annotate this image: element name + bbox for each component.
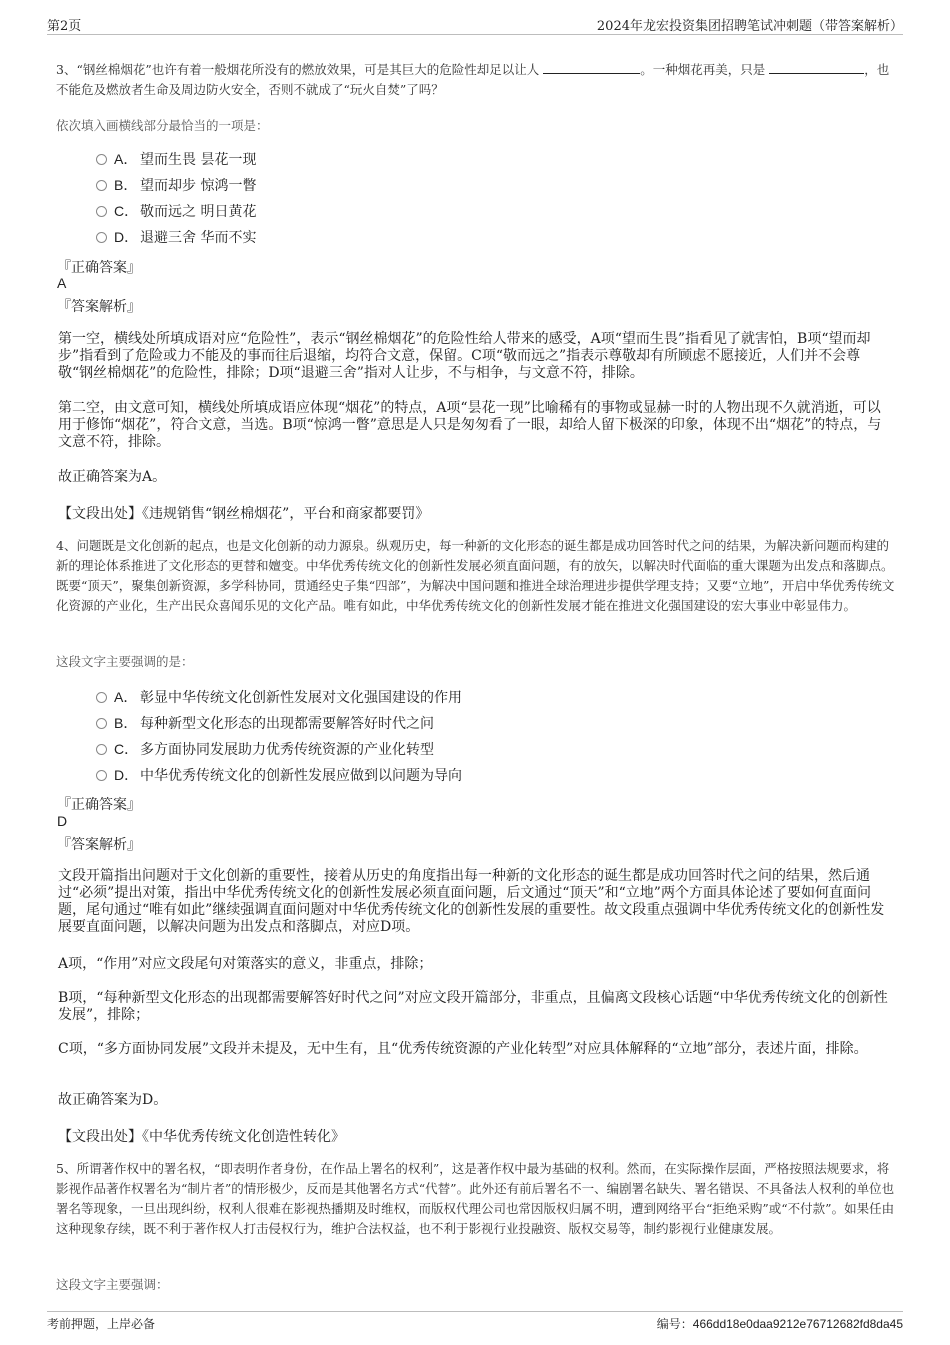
question-3-text-part-a: 3、“钢丝棉烟花”也许有着一般烟花所没有的燃放效果，可是其巨大的危险性却足以让人 bbox=[56, 62, 540, 77]
question-4-source: 【文段出处】《中华优秀传统文化创造性转化》 bbox=[58, 1129, 345, 1145]
radio-icon[interactable] bbox=[96, 692, 107, 703]
document-id: 编号：466dd18e0daa9212e76712682fd8da45 bbox=[656, 1317, 903, 1331]
question-4-analysis-para-5: 故正确答案为D。 bbox=[58, 1092, 168, 1108]
question-4-option-c[interactable]: C． 多方面协同发展助力优秀传统资源的产业化转型 bbox=[96, 739, 434, 759]
question-3-option-c[interactable]: C． 敬而远之 明日黄花 bbox=[96, 201, 256, 221]
question-4-option-d[interactable]: D． 中华优秀传统文化的创新性发展应做到以问题为导向 bbox=[96, 765, 462, 785]
page-footer bbox=[47, 1311, 903, 1334]
question-4-analysis-label: 『答案解析』 bbox=[57, 837, 141, 853]
question-4-answer: D bbox=[57, 813, 68, 829]
radio-icon[interactable] bbox=[96, 180, 107, 191]
radio-icon[interactable] bbox=[96, 206, 107, 217]
radio-icon[interactable] bbox=[96, 718, 107, 729]
question-3-source: 【文段出处】《违规销售“钢丝棉烟花”，平台和商家都要罚》 bbox=[58, 506, 430, 522]
question-3-option-a[interactable]: A． 望而生畏 昙花一现 bbox=[96, 149, 256, 169]
question-3-answer: A bbox=[57, 275, 67, 291]
question-4-analysis-para-1: 文段开篇指出问题对于文化创新的重要性，接着从历史的角度指出每一种新的文化形态的诞生都是成功回答时代之问的结果，然后通过“必须”提出对策，指出中华优秀传统文化的创新性发展必须直面问题，后文通过“顶天”和“立地”两个方面具体论述了要如何直面问题，尾句通过“唯有如此”继续强调直面问题对中华优秀传统文化的创新性发展的重要性。故文段重点强调中华优秀传统文化的创新性发展要直面问题，以解决问题为出发点和落脚点，对应D项。 bbox=[58, 868, 885, 935]
question-4-analysis-para-2: A项，“作用”对应文段尾句对策落实的意义，非重点，排除； bbox=[58, 956, 433, 972]
fill-blank-1 bbox=[543, 61, 640, 74]
question-3-analysis-para-2: 第二空，由文意可知，横线处所填成语应体现“烟花”的特点，A项“昙花一现”比喻稀有的事物或显赫一时的人物出现不久就消逝，可以用于修饰“烟花”，符合文意，当选。B项“惊鸿一瞥”意思是人只是匆匆看了一眼，却给人留下极深的印象，体现不出“烟花”的特点，与文意不符，排除。 bbox=[58, 400, 882, 450]
page-number: 第2页 bbox=[47, 19, 82, 34]
question-3-analysis-para-3: 故正确答案为A。 bbox=[58, 469, 167, 485]
page-header bbox=[47, 12, 903, 35]
question-4-prompt: 这段文字主要强调的是： bbox=[56, 654, 194, 669]
question-5-prompt: 这段文字主要强调： bbox=[56, 1277, 169, 1292]
fill-blank-2 bbox=[769, 61, 864, 74]
question-5-text: 5、所谓著作权中的署名权，“即表明作者身份，在作品上署名的权利”，这是著作权中最为基础的权利。然而，在实际操作层面，严格按照法规要求，将影视作品著作权署名为“制片者”的情形极少，反而是其他署名方式“代替”。此外还有前后署名不一、编剧署名缺失、署名错误、不具备法人权利的单位也署名等现象，一旦出现纠纷，权利人很难在影视热播期及时维权，而版权代理公司也常因版权归属不明，遭到网络平台“拒绝采购”或“不付款”。如果任由这种现象存续，既不利于著作权人打击侵权行为，维护合法权益，也不利于影视行业投融资、版权交易等，制约影视行业健康发展。 bbox=[56, 1161, 895, 1236]
question-4-analysis-para-4: C项，“多方面协同发展”文段并未提及，无中生有，且“优秀传统资源的产业化转型”对应具体解释的“立地”部分，表述片面，排除。 bbox=[58, 1041, 868, 1057]
radio-icon[interactable] bbox=[96, 744, 107, 755]
question-4-option-b[interactable]: B． 每种新型文化形态的出现都需要解答好时代之问 bbox=[96, 713, 434, 733]
question-3-text-part-b: 。一种烟花再美，只是 bbox=[640, 62, 766, 77]
question-3-option-d[interactable]: D． 退避三舍 华而不实 bbox=[96, 227, 256, 247]
question-3-text-part-c: ，也不能危及燃放者生命及周边防火安全，否则不就成了“玩火自焚”了吗？ bbox=[56, 62, 890, 97]
question-3-analysis-para-1: 第一空，横线处所填成语对应“危险性”，表示“钢丝棉烟花”的危险性给人带来的感受，A项“望而生畏”指看见了就害怕，B项“望而却步”指看到了危险或力不能及的事而往后退缩，均符合文意，保留。C项“敬而远之”指表示尊敬却有所顾虑不愿接近，人们并不会尊敬“钢丝棉烟花”的危险性，排除；D项“退避三舍”指对人让步，不与相争，与文意不符，排除。 bbox=[58, 331, 871, 381]
question-4-analysis-para-3: B项，“每种新型文化形态的出现都需要解答好时代之问”对应文段开篇部分，非重点，且偏离文段核心话题“中华优秀传统文化的创新性发展”，排除； bbox=[58, 990, 888, 1023]
question-4-answer-label: 『正确答案』 bbox=[57, 797, 141, 813]
question-4-text: 4、问题既是文化创新的起点，也是文化创新的动力源泉。纵观历史，每一种新的文化形态的诞生都是成功回答时代之问的结果，为解决新问题而构建的新的理论体系推进了文化形态的更替和嬗变。中华优秀传统文化的创新性发展必须直面问题，有的放矢，以解决时代面临的重大课题为出发点和落脚点。既要“顶天”，聚集创新资源，多学科协同，贯通经史子集“四部”，为解决中国问题和推进全球治理进步提供学理支持；又要“立地”，开启中华优秀传统文化资源的产业化，生产出民众喜闻乐见的文化产品。唯有如此，中华优秀传统文化的创新性发展才能在推进文化强国建设的宏大事业中彰显伟力。 bbox=[56, 538, 895, 613]
question-3-answer-label: 『正确答案』 bbox=[57, 260, 141, 276]
question-3-text bbox=[56, 60, 898, 100]
radio-icon[interactable] bbox=[96, 154, 107, 165]
question-4-option-a[interactable]: A． 彰显中华传统文化创新性发展对文化强国建设的作用 bbox=[96, 687, 462, 707]
question-3-analysis-label: 『答案解析』 bbox=[57, 299, 141, 315]
radio-icon[interactable] bbox=[96, 232, 107, 243]
question-3-prompt: 依次填入画横线部分最恰当的一项是： bbox=[56, 118, 269, 133]
document-title: 2024年龙宏投资集团招聘笔试冲刺题（带答案解析） bbox=[596, 19, 903, 34]
question-3-option-b[interactable]: B． 望而却步 惊鸿一瞥 bbox=[96, 175, 256, 195]
radio-icon[interactable] bbox=[96, 770, 107, 781]
footer-slogan: 考前押题，上岸必备 bbox=[47, 1317, 156, 1331]
